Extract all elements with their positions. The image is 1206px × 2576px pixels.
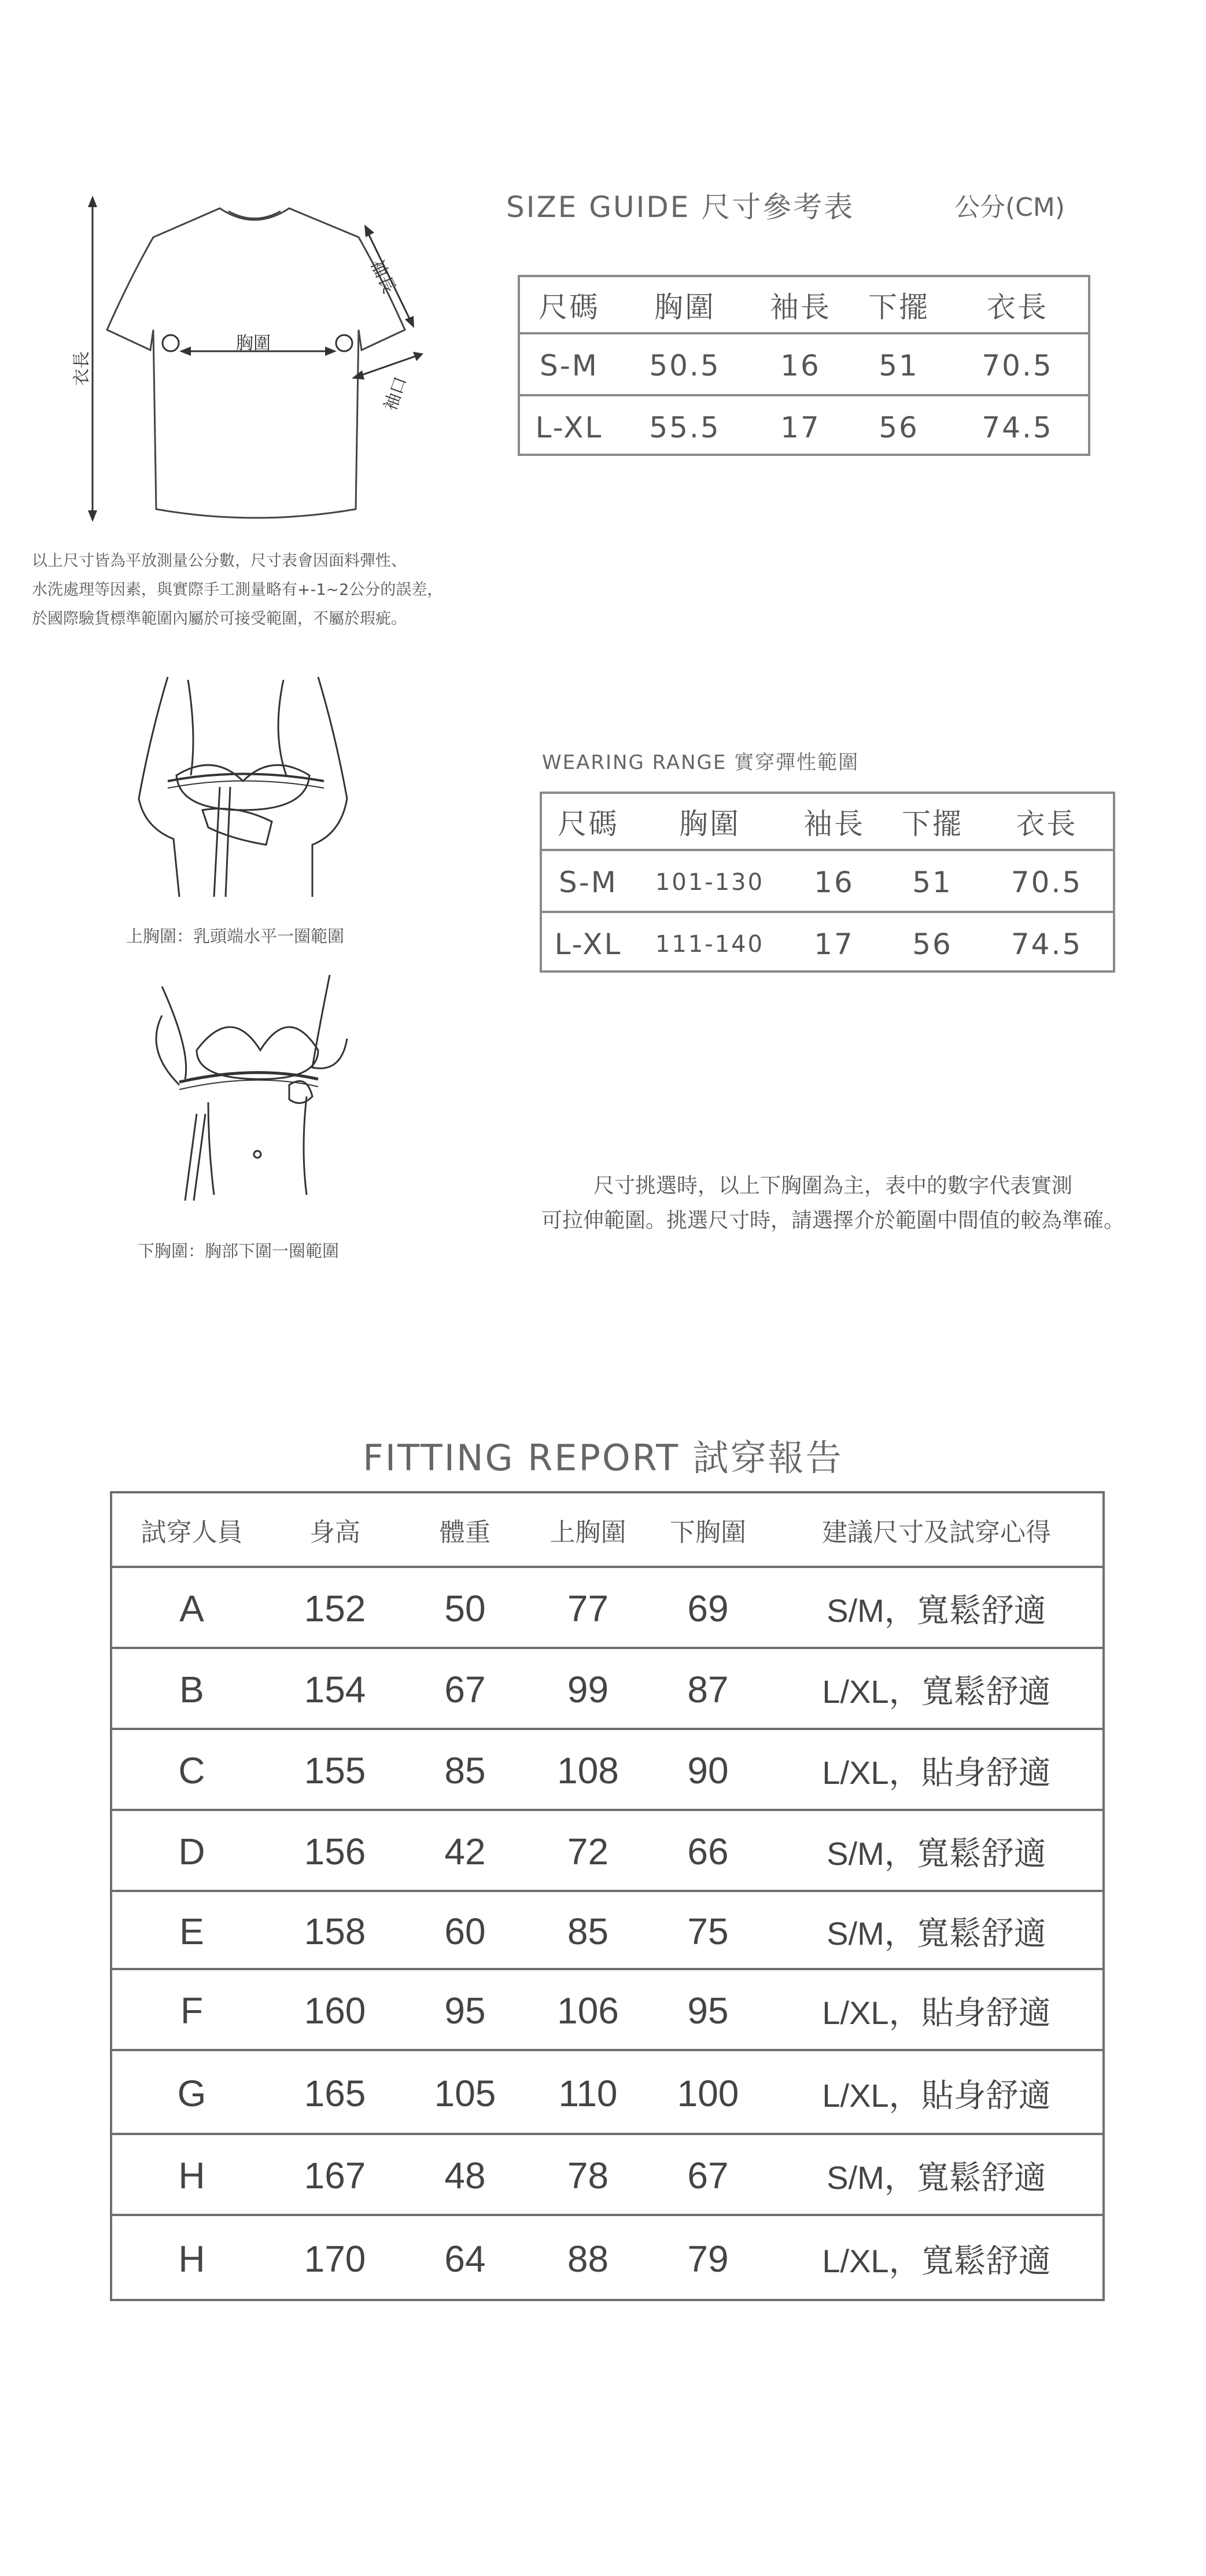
header-cell: 試穿人員 — [141, 1517, 243, 1547]
note-line: 水洗處理等因素，與實際手工測量略有+-1~2公分的誤差， — [32, 581, 443, 599]
header-cell: 袖長 — [770, 290, 831, 324]
size-selection-tip — [474, 1169, 1192, 1238]
value-cell: 99 — [567, 1669, 609, 1710]
value-cell: 70.5 — [1010, 865, 1083, 899]
value-cell: 17 — [814, 927, 854, 961]
header-cell: 胸圍 — [679, 807, 740, 841]
size-cell: S-M — [540, 348, 599, 382]
note-line: 於國際驗貨標準範圍內屬於可接受範圍，不屬於瑕疵。 — [32, 610, 407, 628]
tester-cell: E — [179, 1910, 204, 1952]
value-cell: 85 — [444, 1750, 486, 1791]
header-cell: 尺碼 — [558, 807, 619, 841]
value-cell: 64 — [444, 2238, 486, 2280]
value-cell: 51 — [879, 348, 919, 382]
value-cell: 74.5 — [982, 410, 1053, 444]
recommendation-cell: S/M，寬鬆舒適 — [827, 2159, 1046, 2196]
tester-cell: D — [178, 1831, 205, 1872]
size-cell: S-M — [559, 865, 618, 899]
upper-chest-illustration — [127, 665, 370, 908]
value-cell: 16 — [814, 865, 854, 899]
value-cell: 165 — [304, 2072, 366, 2114]
value-cell: 111-140 — [655, 930, 765, 958]
table-row — [520, 394, 1088, 458]
value-cell: 16 — [780, 348, 821, 382]
value-cell: 50.5 — [649, 348, 721, 382]
header-cell: 下擺 — [902, 807, 963, 841]
size-cell: L-XL — [554, 927, 622, 961]
value-cell: 56 — [879, 410, 919, 444]
tip-line: 尺寸挑選時，以上下胸圍為主，表中的數字代表實測 — [593, 1174, 1072, 1198]
fitting-report-table — [110, 1491, 1105, 2301]
tester-cell: A — [179, 1588, 204, 1629]
table-row — [112, 1728, 1102, 1811]
table-row — [520, 332, 1088, 396]
size-cell: L-XL — [535, 410, 603, 444]
value-cell: 72 — [567, 1831, 609, 1872]
recommendation-cell: S/M，寬鬆舒適 — [827, 1835, 1046, 1872]
value-cell: 108 — [557, 1750, 619, 1791]
tester-cell: F — [180, 1990, 204, 2032]
table-row — [112, 2133, 1102, 2216]
header-cell: 下擺 — [868, 290, 930, 324]
shirt-cuff-label: 袖口 — [380, 374, 411, 414]
header-cell: 袖長 — [803, 807, 865, 841]
value-cell: 155 — [304, 1750, 366, 1791]
value-cell: 60 — [444, 1910, 486, 1952]
value-cell: 87 — [687, 1669, 729, 1710]
value-cell: 105 — [434, 2072, 496, 2114]
under-chest-caption: 下胸圍：胸部下圍一圈範圍 — [138, 1241, 340, 1261]
header-cell: 上胸圍 — [549, 1517, 626, 1547]
header-cell: 身高 — [309, 1517, 360, 1547]
value-cell: 85 — [567, 1910, 609, 1952]
value-cell: 100 — [677, 2072, 739, 2114]
tester-cell: C — [178, 1750, 205, 1791]
value-cell: 70.5 — [982, 348, 1053, 382]
table-row — [542, 849, 1113, 913]
shirt-sleeve-length-label: 袖長 — [366, 256, 400, 297]
header-cell: 下胸圍 — [670, 1517, 746, 1547]
size-guide-unit: 公分(CM) — [954, 193, 1065, 222]
header-cell: 衣長 — [987, 290, 1048, 324]
recommendation-cell: L/XL，寬鬆舒適 — [822, 2242, 1051, 2279]
recommendation-cell: L/XL，貼身舒適 — [822, 1994, 1051, 2031]
recommendation-cell: L/XL，寬鬆舒適 — [822, 1673, 1051, 1710]
header-cell: 建議尺寸及試穿心得 — [822, 1517, 1051, 1547]
value-cell: 77 — [567, 1588, 609, 1629]
tshirt-diagram — [35, 185, 440, 532]
value-cell: 79 — [687, 2238, 729, 2280]
value-cell: 78 — [567, 2155, 609, 2196]
header-cell: 體重 — [440, 1517, 490, 1547]
table-row — [112, 1890, 1102, 1970]
value-cell: 66 — [687, 1831, 729, 1872]
value-cell: 158 — [304, 1910, 366, 1952]
value-cell: 74.5 — [1010, 927, 1083, 961]
value-cell: 154 — [304, 1669, 366, 1710]
table-row — [542, 911, 1113, 975]
tester-cell: H — [178, 2155, 205, 2196]
value-cell: 69 — [687, 1588, 729, 1629]
value-cell: 156 — [304, 1831, 366, 1872]
table-header-row — [112, 1493, 1102, 1566]
value-cell: 56 — [912, 927, 953, 961]
value-cell: 90 — [687, 1750, 729, 1791]
value-cell: 95 — [687, 1990, 729, 2032]
value-cell: 51 — [912, 865, 953, 899]
tester-cell: B — [179, 1669, 204, 1710]
value-cell: 88 — [567, 2238, 609, 2280]
value-cell: 101-130 — [655, 869, 765, 896]
header-cell: 衣長 — [1016, 807, 1078, 841]
table-header-row — [542, 794, 1113, 849]
recommendation-cell: S/M，寬鬆舒適 — [827, 1592, 1046, 1629]
value-cell: 95 — [444, 1990, 486, 2032]
table-row — [112, 1647, 1102, 1730]
tip-line: 可拉伸範圍。挑選尺寸時，請選擇介於範圍中間值的較為準確。 — [541, 1209, 1124, 1232]
table-row — [112, 1809, 1102, 1892]
recommendation-cell: S/M，寬鬆舒適 — [827, 1915, 1046, 1952]
size-guide-title: SIZE GUIDE 尺寸參考表 — [506, 190, 855, 224]
value-cell: 55.5 — [649, 410, 721, 444]
wearing-range-table — [540, 792, 1115, 973]
header-cell: 胸圍 — [654, 290, 716, 324]
note-line: 以上尺寸皆為平放測量公分數，尺寸表會因面料彈性、 — [32, 552, 407, 570]
table-row — [112, 2049, 1102, 2135]
value-cell: 167 — [304, 2155, 366, 2196]
shirt-length-label: 衣長 — [72, 351, 92, 386]
value-cell: 42 — [444, 1831, 486, 1872]
table-row — [112, 1968, 1102, 2051]
value-cell: 160 — [304, 1990, 366, 2032]
tester-cell: H — [178, 2238, 205, 2280]
table-header-row — [520, 277, 1088, 332]
value-cell: 67 — [444, 1669, 486, 1710]
upper-chest-caption: 上胸圍：乳頭端水平一圈範圍 — [126, 926, 345, 946]
header-cell: 尺碼 — [539, 290, 600, 324]
table-row — [112, 2214, 1102, 2301]
value-cell: 110 — [558, 2072, 618, 2114]
value-cell: 48 — [444, 2155, 486, 2196]
measurement-note — [32, 547, 442, 634]
table-row — [112, 1566, 1102, 1649]
value-cell: 170 — [304, 2238, 366, 2280]
value-cell: 50 — [444, 1588, 486, 1629]
recommendation-cell: L/XL，貼身舒適 — [822, 2077, 1051, 2114]
value-cell: 67 — [687, 2155, 729, 2196]
value-cell: 106 — [557, 1990, 619, 2032]
value-cell: 75 — [687, 1910, 729, 1952]
recommendation-cell: L/XL，貼身舒適 — [822, 1754, 1051, 1791]
size-guide-table — [518, 275, 1090, 456]
tester-cell: G — [177, 2072, 206, 2114]
under-chest-illustration — [127, 963, 370, 1206]
fitting-report-title: FITTING REPORT 試穿報告 — [363, 1437, 843, 1479]
wearing-range-title: WEARING RANGE 實穿彈性範圍 — [542, 751, 860, 774]
value-cell: 17 — [780, 410, 821, 444]
value-cell: 152 — [304, 1588, 366, 1629]
shirt-chest-label: 胸圍 — [236, 333, 271, 354]
